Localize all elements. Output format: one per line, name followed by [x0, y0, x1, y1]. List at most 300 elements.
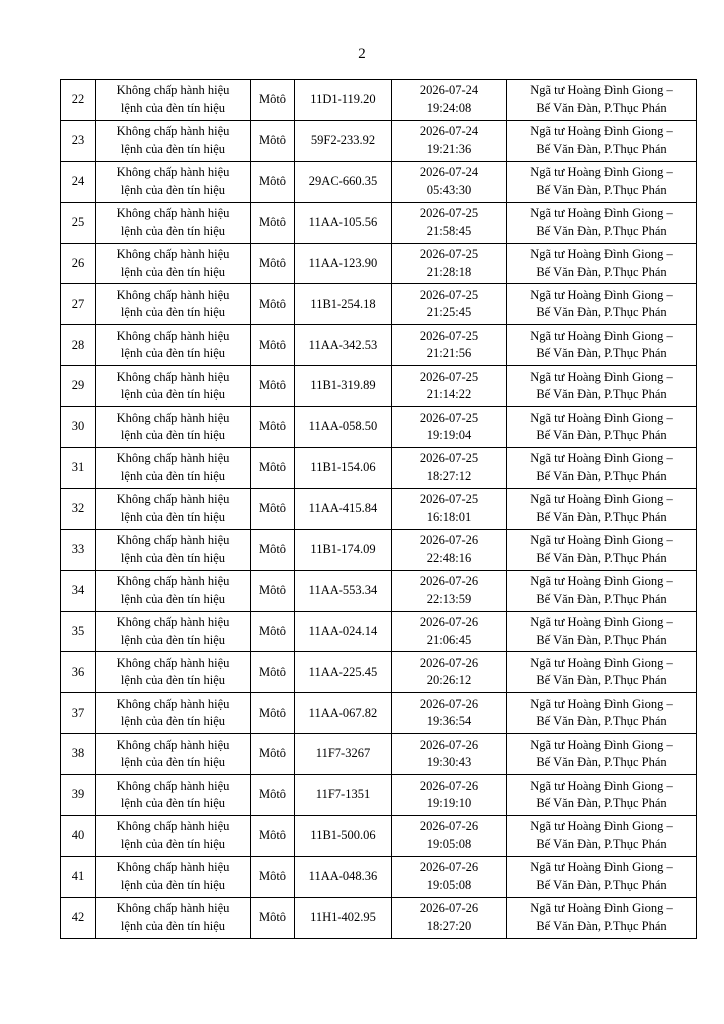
table-row: [61, 284, 697, 325]
datetime-text: 16:18:01: [426, 509, 472, 524]
violation-text: lệnh của đèn tín hiệu: [120, 836, 226, 851]
license-plate-cell: [295, 325, 392, 366]
datetime-text: 18:27:20: [426, 918, 472, 933]
datetime-cell: [392, 80, 507, 121]
row-number-cell: [61, 775, 96, 816]
table-row: [61, 80, 697, 121]
datetime-cell: [392, 816, 507, 857]
license-plate-text: 59F2-233.92: [310, 133, 376, 148]
violation-text: Không chấp hành hiệu: [116, 737, 230, 752]
table-row: [61, 529, 697, 570]
violation-text: Không chấp hành hiệu: [116, 696, 230, 711]
license-plate-text: 11H1-402.95: [310, 910, 376, 924]
datetime-text: 22:48:16: [426, 550, 472, 565]
license-plate-cell: [295, 734, 392, 775]
row-number-cell: [61, 816, 96, 857]
datetime-text: 2026-07-25: [419, 206, 479, 221]
location-cell: [507, 448, 697, 489]
location-cell: [507, 120, 697, 161]
violation-cell: [96, 734, 251, 775]
violation-text: lệnh của đèn tín hiệu: [120, 264, 226, 279]
vehicle-type-cell: [251, 243, 295, 284]
row-number-text: 22: [71, 92, 85, 107]
vehicle-type-cell: [251, 897, 295, 938]
table-row: [61, 325, 697, 366]
datetime-text: 19:21:36: [426, 141, 472, 156]
violation-text: lệnh của đèn tín hiệu: [120, 755, 226, 770]
table-row: [61, 448, 697, 489]
vehicle-type-cell: [251, 161, 295, 202]
violation-text: lệnh của đèn tín hiệu: [120, 632, 226, 647]
location-text: Bế Văn Đàn, P.Thục Phán: [536, 428, 667, 443]
license-plate-cell: [295, 652, 392, 693]
violation-text: Không chấp hành hiệu: [116, 328, 230, 343]
datetime-cell: [392, 488, 507, 529]
datetime-cell: [392, 775, 507, 816]
violation-cell: [96, 529, 251, 570]
datetime-text: 21:28:18: [426, 264, 472, 279]
datetime-cell: [392, 407, 507, 448]
location-cell: [507, 775, 697, 816]
datetime-cell: [392, 284, 507, 325]
datetime-text: 19:05:08: [426, 877, 472, 892]
table-row: [61, 120, 697, 161]
violation-cell: [96, 693, 251, 734]
location-text: Bế Văn Đàn, P.Thục Phán: [536, 918, 667, 933]
violation-text: lệnh của đèn tín hiệu: [120, 673, 226, 688]
row-number-text: 23: [71, 133, 85, 148]
vehicle-type-cell: [251, 775, 295, 816]
location-cell: [507, 693, 697, 734]
violation-cell: [96, 570, 251, 611]
license-plate-cell: [295, 366, 392, 407]
datetime-text: 2026-07-25: [419, 451, 479, 466]
table-row: [61, 897, 697, 938]
license-plate-text: 29AC-660.35: [308, 173, 378, 188]
vehicle-type-text: Môtô: [258, 828, 287, 843]
violation-text: lệnh của đèn tín hiệu: [120, 918, 226, 933]
location-text: Ngã tư Hoàng Đình Giong –: [530, 901, 673, 916]
violation-text: Không chấp hành hiệu: [116, 819, 230, 834]
violation-cell: [96, 897, 251, 938]
row-number-text: 33: [71, 541, 85, 556]
location-text: Bế Văn Đàn, P.Thục Phán: [536, 223, 667, 238]
row-number-cell: [61, 325, 96, 366]
datetime-cell: [392, 611, 507, 652]
license-plate-text: 11B1-254.18: [310, 296, 376, 311]
license-plate-text: 11B1-500.06: [310, 828, 376, 843]
location-text: Bế Văn Đàn, P.Thục Phán: [536, 141, 667, 156]
vehicle-type-cell: [251, 448, 295, 489]
location-cell: [507, 366, 697, 407]
row-number-text: 41: [71, 869, 85, 884]
datetime-text: 19:30:43: [426, 755, 472, 770]
row-number-text: 32: [71, 501, 85, 516]
datetime-text: 2026-07-26: [419, 655, 479, 670]
row-number-cell: [61, 161, 96, 202]
datetime-cell: [392, 325, 507, 366]
table-row: [61, 570, 697, 611]
license-plate-cell: [295, 529, 392, 570]
violation-cell: [96, 366, 251, 407]
vehicle-type-text: Môtô: [258, 255, 287, 270]
datetime-text: 2026-07-25: [419, 328, 479, 343]
datetime-text: 2026-07-25: [419, 410, 479, 425]
license-plate-cell: [295, 80, 392, 121]
datetime-text: 19:19:10: [426, 796, 472, 811]
row-number-text: 35: [71, 623, 85, 638]
license-plate-cell: [295, 120, 392, 161]
row-number-cell: [61, 284, 96, 325]
location-text: Ngã tư Hoàng Đình Giong –: [530, 860, 673, 875]
violation-text: Không chấp hành hiệu: [116, 492, 230, 507]
violation-text: Không chấp hành hiệu: [116, 655, 230, 670]
location-cell: [507, 611, 697, 652]
vehicle-type-cell: [251, 120, 295, 161]
location-text: Ngã tư Hoàng Đình Giong –: [530, 492, 673, 507]
row-number-text: 28: [71, 337, 85, 352]
violation-text: lệnh của đèn tín hiệu: [120, 591, 226, 606]
datetime-cell: [392, 529, 507, 570]
license-plate-cell: [295, 611, 392, 652]
table-row: [61, 856, 697, 897]
table-row: [61, 611, 697, 652]
location-text: Bế Văn Đàn, P.Thục Phán: [536, 100, 667, 115]
row-number-cell: [61, 243, 96, 284]
vehicle-type-cell: [251, 693, 295, 734]
datetime-cell: [392, 243, 507, 284]
violation-cell: [96, 80, 251, 121]
location-cell: [507, 529, 697, 570]
row-number-cell: [61, 80, 96, 121]
table-row: [61, 816, 697, 857]
row-number-cell: [61, 693, 96, 734]
location-text: Bế Văn Đàn, P.Thục Phán: [536, 346, 667, 361]
location-text: Bế Văn Đàn, P.Thục Phán: [536, 877, 667, 892]
vehicle-type-cell: [251, 325, 295, 366]
violation-cell: [96, 816, 251, 857]
row-number-cell: [61, 488, 96, 529]
violation-cell: [96, 775, 251, 816]
vehicle-type-text: Môtô: [258, 460, 287, 475]
vehicle-type-cell: [251, 529, 295, 570]
location-text: Ngã tư Hoàng Đình Giong –: [530, 655, 673, 670]
datetime-cell: [392, 856, 507, 897]
datetime-text: 2026-07-24: [419, 124, 479, 139]
license-plate-text: 11AA-553.34: [308, 582, 378, 597]
table-row: [61, 734, 697, 775]
license-plate-text: 11AA-415.84: [308, 501, 378, 516]
location-text: Ngã tư Hoàng Đình Giong –: [530, 247, 673, 261]
location-text: Ngã tư Hoàng Đình Giong –: [530, 615, 673, 630]
location-text: Ngã tư Hoàng Đình Giong –: [530, 410, 673, 425]
violation-cell: [96, 120, 251, 161]
table-row: [61, 693, 697, 734]
location-text: Bế Văn Đàn, P.Thục Phán: [536, 755, 667, 770]
datetime-text: 2026-07-26: [419, 574, 479, 589]
violations-table: [60, 79, 697, 939]
vehicle-type-cell: [251, 611, 295, 652]
datetime-cell: [392, 897, 507, 938]
row-number-cell: [61, 120, 96, 161]
datetime-text: 22:13:59: [426, 591, 472, 606]
vehicle-type-text: Môtô: [258, 623, 287, 638]
location-text: Bế Văn Đàn, P.Thục Phán: [536, 632, 667, 647]
vehicle-type-text: Môtô: [258, 664, 287, 679]
datetime-text: 20:26:12: [426, 673, 472, 688]
violation-text: Không chấp hành hiệu: [116, 124, 230, 139]
license-plate-cell: [295, 284, 392, 325]
violation-text: lệnh của đèn tín hiệu: [120, 468, 226, 483]
vehicle-type-cell: [251, 734, 295, 775]
row-number-cell: [61, 897, 96, 938]
location-cell: [507, 243, 697, 284]
violation-text: lệnh của đèn tín hiệu: [120, 305, 226, 320]
datetime-text: 2026-07-26: [419, 533, 479, 548]
violation-text: lệnh của đèn tín hiệu: [120, 346, 226, 361]
datetime-text: 21:14:22: [426, 387, 472, 402]
license-plate-text: 11AA-123.90: [308, 255, 378, 270]
vehicle-type-text: Môtô: [258, 501, 287, 516]
row-number-cell: [61, 407, 96, 448]
datetime-text: 19:19:04: [426, 428, 472, 443]
vehicle-type-cell: [251, 652, 295, 693]
license-plate-cell: [295, 161, 392, 202]
datetime-text: 05:43:30: [426, 182, 472, 197]
violation-text: lệnh của đèn tín hiệu: [120, 182, 226, 197]
license-plate-cell: [295, 243, 392, 284]
datetime-text: 2026-07-26: [419, 696, 479, 711]
table-row: [61, 366, 697, 407]
vehicle-type-cell: [251, 488, 295, 529]
violation-text: Không chấp hành hiệu: [116, 574, 230, 589]
vehicle-type-text: Môtô: [258, 869, 287, 884]
row-number-cell: [61, 448, 96, 489]
datetime-text: 21:25:45: [426, 305, 472, 320]
license-plate-text: 11AA-024.14: [308, 623, 378, 638]
license-plate-text: 11B1-319.89: [310, 378, 376, 393]
datetime-text: 2026-07-25: [419, 369, 479, 384]
violation-text: lệnh của đèn tín hiệu: [120, 714, 226, 729]
violation-cell: [96, 407, 251, 448]
vehicle-type-text: Môtô: [258, 133, 287, 148]
row-number-text: 39: [71, 787, 85, 802]
location-text: Ngã tư Hoàng Đình Giong –: [530, 206, 673, 221]
datetime-text: 21:21:56: [426, 346, 472, 361]
vehicle-type-cell: [251, 570, 295, 611]
row-number-text: 42: [71, 910, 85, 924]
table-row: [61, 407, 697, 448]
location-text: Ngã tư Hoàng Đình Giong –: [530, 83, 673, 98]
location-text: Ngã tư Hoàng Đình Giong –: [530, 165, 673, 180]
license-plate-text: 11AA-058.50: [308, 419, 378, 434]
license-plate-cell: [295, 693, 392, 734]
license-plate-text: 11D1-119.20: [310, 92, 376, 107]
row-number-text: 25: [71, 214, 85, 229]
vehicle-type-text: Môtô: [258, 705, 287, 720]
datetime-text: 21:06:45: [426, 632, 472, 647]
datetime-text: 2026-07-26: [419, 901, 479, 916]
location-text: Bế Văn Đàn, P.Thục Phán: [536, 305, 667, 320]
vehicle-type-text: Môtô: [258, 173, 287, 188]
table-row: [61, 243, 697, 284]
location-text: Bế Văn Đàn, P.Thục Phán: [536, 182, 667, 197]
license-plate-text: 11AA-342.53: [308, 337, 378, 352]
location-text: Bế Văn Đàn, P.Thục Phán: [536, 591, 667, 606]
vehicle-type-text: Môtô: [258, 337, 287, 352]
datetime-cell: [392, 693, 507, 734]
location-text: Ngã tư Hoàng Đình Giong –: [530, 328, 673, 343]
violation-text: Không chấp hành hiệu: [116, 901, 230, 916]
datetime-cell: [392, 366, 507, 407]
vehicle-type-text: Môtô: [258, 541, 287, 556]
license-plate-cell: [295, 816, 392, 857]
row-number-text: 34: [71, 582, 85, 597]
violation-cell: [96, 284, 251, 325]
location-text: Bế Văn Đàn, P.Thục Phán: [536, 468, 667, 483]
row-number-cell: [61, 529, 96, 570]
location-text: Ngã tư Hoàng Đình Giong –: [530, 696, 673, 711]
row-number-text: 24: [71, 173, 85, 188]
location-text: Ngã tư Hoàng Đình Giong –: [530, 451, 673, 466]
license-plate-cell: [295, 202, 392, 243]
vehicle-type-text: Môtô: [258, 419, 287, 434]
location-text: Bế Văn Đàn, P.Thục Phán: [536, 836, 667, 851]
vehicle-type-cell: [251, 407, 295, 448]
violation-text: lệnh của đèn tín hiệu: [120, 100, 226, 115]
location-text: Bế Văn Đàn, P.Thục Phán: [536, 550, 667, 565]
violation-text: lệnh của đèn tín hiệu: [120, 428, 226, 443]
license-plate-text: 11F7-3267: [315, 746, 371, 761]
license-plate-cell: [295, 856, 392, 897]
license-plate-text: 11B1-174.09: [310, 541, 376, 556]
violation-cell: [96, 161, 251, 202]
row-number-text: 40: [71, 828, 85, 843]
datetime-text: 21:58:45: [426, 223, 472, 238]
vehicle-type-text: Môtô: [258, 214, 287, 229]
table-row: [61, 652, 697, 693]
table-row: [61, 161, 697, 202]
violation-text: lệnh của đèn tín hiệu: [120, 509, 226, 524]
violation-cell: [96, 856, 251, 897]
license-plate-text: 11AA-048.36: [308, 869, 378, 884]
location-cell: [507, 407, 697, 448]
license-plate-cell: [295, 570, 392, 611]
vehicle-type-cell: [251, 202, 295, 243]
location-text: Bế Văn Đàn, P.Thục Phán: [536, 264, 667, 279]
location-cell: [507, 856, 697, 897]
violation-text: Không chấp hành hiệu: [116, 287, 230, 302]
datetime-cell: [392, 161, 507, 202]
violation-text: Không chấp hành hiệu: [116, 83, 230, 98]
location-cell: [507, 80, 697, 121]
row-number-text: 30: [71, 419, 85, 434]
datetime-cell: [392, 120, 507, 161]
datetime-text: 2026-07-24: [419, 83, 479, 98]
datetime-text: 2026-07-25: [419, 492, 479, 507]
datetime-cell: [392, 448, 507, 489]
vehicle-type-text: Môtô: [258, 787, 287, 802]
row-number-text: 29: [71, 378, 85, 393]
location-text: Bế Văn Đàn, P.Thục Phán: [536, 387, 667, 402]
license-plate-cell: [295, 448, 392, 489]
license-plate-text: 11F7-1351: [315, 787, 371, 802]
license-plate-cell: [295, 775, 392, 816]
datetime-text: 18:27:12: [426, 468, 472, 483]
violations-table-body: [61, 80, 697, 939]
table-row: [61, 775, 697, 816]
violation-text: Không chấp hành hiệu: [116, 410, 230, 425]
location-text: Ngã tư Hoàng Đình Giong –: [530, 737, 673, 752]
location-text: Ngã tư Hoàng Đình Giong –: [530, 533, 673, 548]
row-number-text: 31: [71, 460, 85, 475]
license-plate-cell: [295, 488, 392, 529]
location-text: Ngã tư Hoàng Đình Giong –: [530, 819, 673, 834]
row-number-cell: [61, 856, 96, 897]
row-number-text: 38: [71, 746, 85, 761]
violation-text: lệnh của đèn tín hiệu: [120, 550, 226, 565]
vehicle-type-cell: [251, 284, 295, 325]
vehicle-type-text: Môtô: [258, 378, 287, 393]
vehicle-type-text: Môtô: [258, 582, 287, 597]
violation-cell: [96, 243, 251, 284]
location-cell: [507, 570, 697, 611]
row-number-cell: [61, 202, 96, 243]
datetime-cell: [392, 202, 507, 243]
violation-text: Không chấp hành hiệu: [116, 533, 230, 548]
row-number-text: 26: [71, 255, 85, 270]
datetime-text: 2026-07-26: [419, 860, 479, 875]
row-number-cell: [61, 611, 96, 652]
violation-text: Không chấp hành hiệu: [116, 451, 230, 466]
datetime-text: 19:24:08: [426, 100, 472, 115]
location-cell: [507, 652, 697, 693]
vehicle-type-cell: [251, 80, 295, 121]
vehicle-type-cell: [251, 816, 295, 857]
violation-text: lệnh của đèn tín hiệu: [120, 141, 226, 156]
violation-cell: [96, 202, 251, 243]
location-cell: [507, 816, 697, 857]
table-row: [61, 488, 697, 529]
datetime-text: 2026-07-24: [419, 165, 479, 180]
violation-cell: [96, 652, 251, 693]
location-text: Bế Văn Đàn, P.Thục Phán: [536, 796, 667, 811]
license-plate-text: 11B1-154.06: [310, 460, 376, 475]
location-cell: [507, 325, 697, 366]
datetime-text: 2026-07-26: [419, 819, 479, 834]
license-plate-text: 11AA-067.82: [308, 705, 378, 720]
vehicle-type-cell: [251, 856, 295, 897]
location-text: Bế Văn Đàn, P.Thục Phán: [536, 714, 667, 729]
location-text: Bế Văn Đàn, P.Thục Phán: [536, 673, 667, 688]
location-cell: [507, 284, 697, 325]
row-number-cell: [61, 570, 96, 611]
row-number-text: 36: [71, 664, 85, 679]
row-number-text: 37: [71, 705, 85, 720]
violation-text: lệnh của đèn tín hiệu: [120, 796, 226, 811]
violation-text: Không chấp hành hiệu: [116, 860, 230, 875]
vehicle-type-text: Môtô: [258, 746, 287, 761]
datetime-text: 2026-07-25: [419, 247, 479, 261]
datetime-text: 2026-07-25: [419, 287, 479, 302]
violation-text: Không chấp hành hiệu: [116, 369, 230, 384]
location-cell: [507, 734, 697, 775]
location-text: Ngã tư Hoàng Đình Giong –: [530, 124, 673, 139]
violation-text: lệnh của đèn tín hiệu: [120, 877, 226, 892]
violation-text: Không chấp hành hiệu: [116, 206, 230, 221]
vehicle-type-text: Môtô: [258, 92, 287, 107]
location-cell: [507, 161, 697, 202]
